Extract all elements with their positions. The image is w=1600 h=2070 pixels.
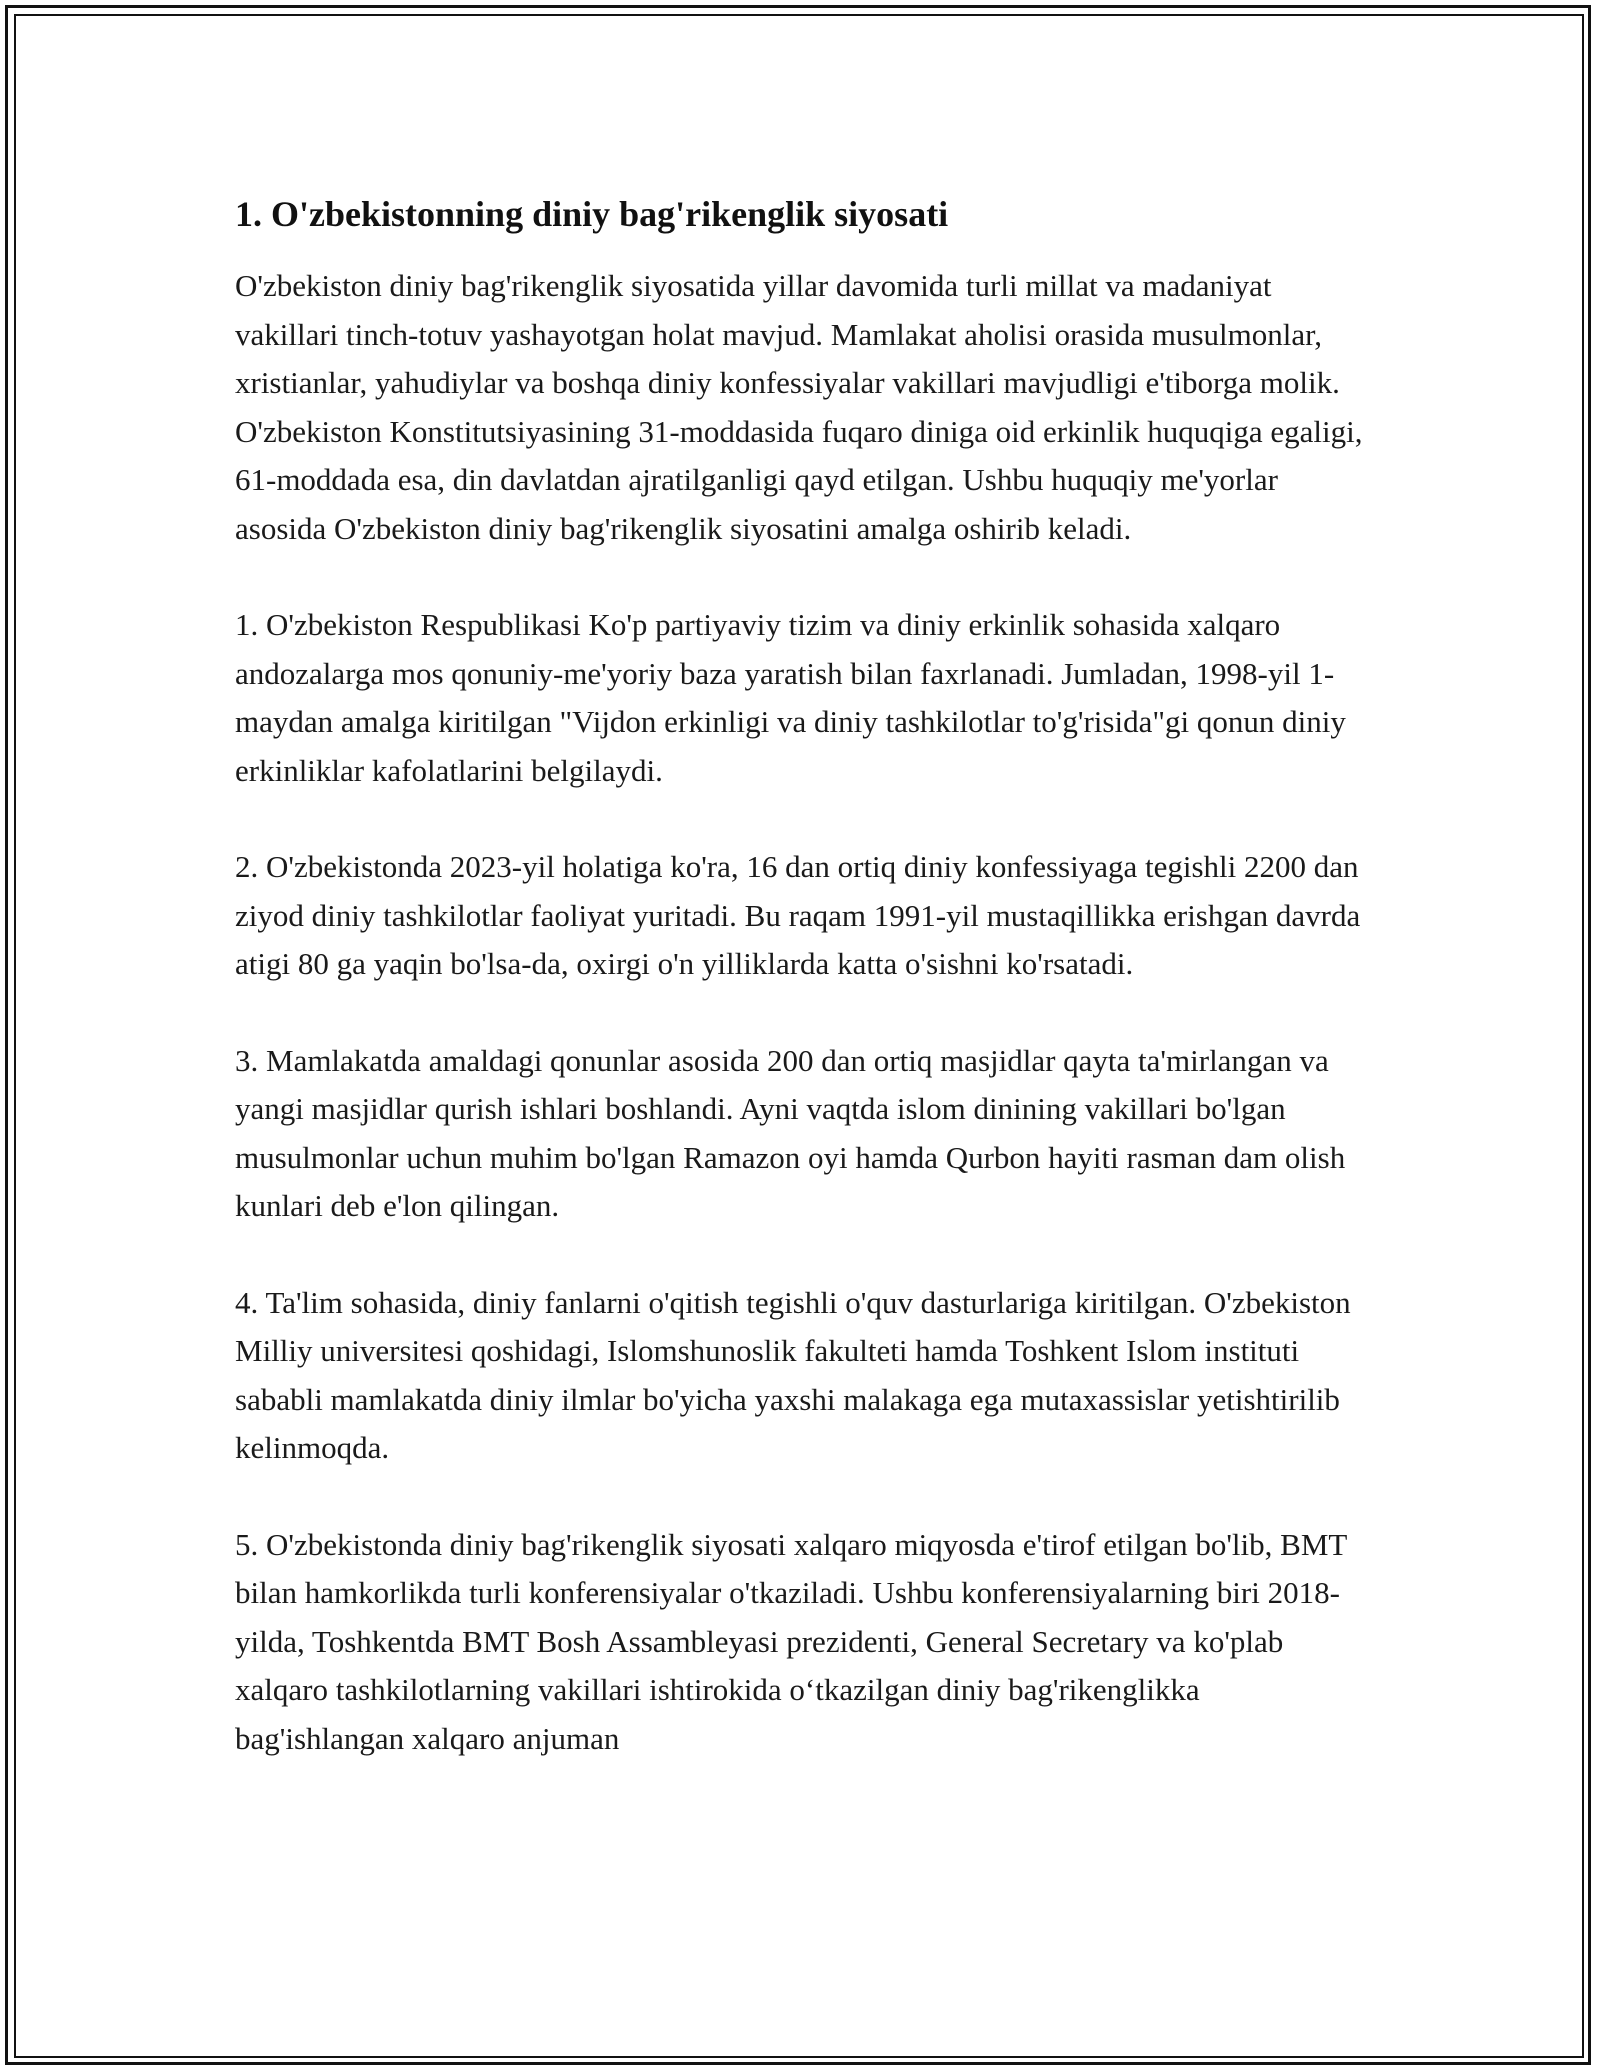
paragraph-item-2: 2. O'zbekistonda 2023-yil holatiga ko'ra, 16 dan ortiq diniy konfessiyaga tegishli 2200 dan ziyod diniy tashkilotlar faoliyat yuritadi. Bu raqam 1991-yil mustaqillikka erishgan davrda atigi 80 ga yaqin bo'lsa-da, oxirgi o'n yilliklarda katta o'sishni ko'rsatadi.	[235, 849, 1361, 981]
paragraph-item-5: 5. O'zbekistonda diniy bag'rikenglik siyosati xalqaro miqyosda e'tirof etilgan bo'lib, BMT bilan hamkorlikda turli konferensiyalar o'tkaziladi. Ushbu konferensiyalarning biri 2018-yilda, Toshkentda BMT Bosh Assambleyasi prezidenti, General Secretary va ko'plab xalqaro tashkilotlarning vakillari ishtirokida o‘tkazilgan diniy bag'rikenglikka bag'ishlangan xalqaro anjuman	[235, 1526, 1347, 1756]
document-body	[235, 190, 1375, 1763]
paragraph-item-4: 4. Ta'lim sohasida, diniy fanlarni o'qitish tegishli o'quv dasturlariga kiritilgan. O'zbekiston Milliy universitesi qoshidagi, Islomshunoslik fakulteti hamda Toshkent Islom instituti sababli mamlakatda diniy ilmlar bo'yicha yaxshi malakaga ega mutaxassislar yetishtirilib kelinmoqda.	[235, 1284, 1351, 1465]
paragraph-item-1: 1. O'zbekiston Respublikasi Ko'p partiyaviy tizim va diniy erkinlik sohasida xalqaro andozalarga mos qonuniy-me'yoriy baza yaratish bilan faxrlanadi. Jumladan, 1998-yil 1-maydan amalga kiritilgan "Vijdon erkinligi va diniy tashkilotlar to'g'risida"gi qonun diniy erkinliklar kafolatlarini belgilaydi.	[235, 607, 1346, 788]
section-heading: 1. O'zbekistonning diniy bag'rikenglik siyosati	[235, 194, 949, 234]
intro-paragraph: O'zbekiston diniy bag'rikenglik siyosatida yillar davomida turli millat va madaniyat vakillari tinch-totuv yashayotgan holat mavjud. Mamlakat aholisi orasida musulmonlar, xristianlar, yahudiylar va boshqa diniy konfessiyalar vakillari mavjudligi e'tiborga molik. O'zbekiston Konstitutsiyasining 31-moddasida fuqaro diniga oid erkinlik huquqiga egaligi, 61-moddada esa, din davlatdan ajratilganligi qayd etilgan. Ushbu huquqiy me'yorlar asosida O'zbekiston diniy bag'rikenglik siyosatini amalga oshirib keladi.	[235, 268, 1363, 546]
paragraph-item-3: 3. Mamlakatda amaldagi qonunlar asosida 200 dan ortiq masjidlar qayta ta'mirlangan va yangi masjidlar qurish ishlari boshlandi. Ayni vaqtda islom dinining vakillari bo'lgan musulmonlar uchun muhim bo'lgan Ramazon oyi hamda Qurbon hayiti rasman dam olish kunlari deb e'lon qilingan.	[235, 1042, 1346, 1223]
